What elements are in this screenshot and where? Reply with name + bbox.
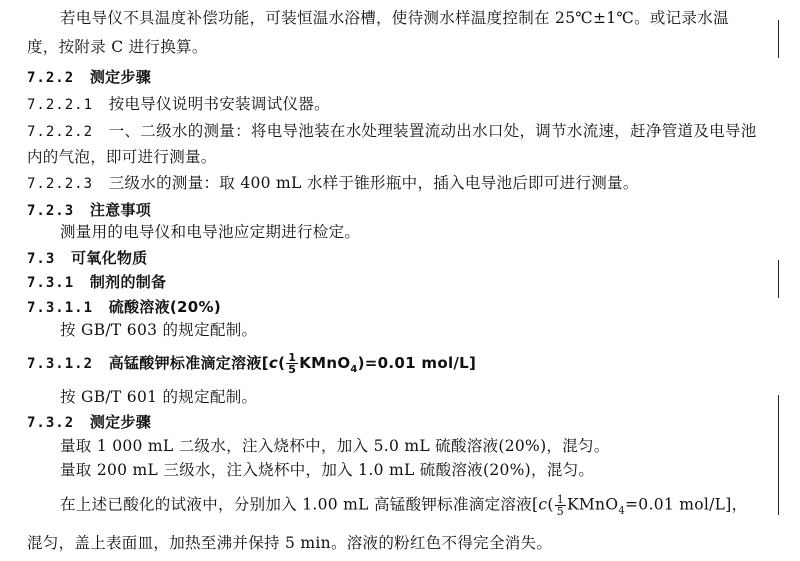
- section-number: 7.2.2: [27, 70, 75, 86]
- section-number: 7.2.3: [27, 203, 75, 219]
- section-heading-7-3-1-1: [27, 297, 221, 318]
- section-title: 硫酸溶液(20%): [108, 298, 222, 316]
- section-title: 可氧化物质: [70, 249, 148, 267]
- clause-text: 按电导仪说明书安装调试仪器。: [108, 95, 330, 113]
- section-number: 7.3.1.1: [27, 300, 94, 316]
- clause-7-2-2-1: [27, 94, 330, 115]
- paragraph-line: 混匀，盖上表面皿，加热至沸并保持 5 min。溶液的粉红色不得完全消失。: [27, 534, 553, 552]
- paragraph-line: 测量用的电导仪和电导池应定期进行检定。: [60, 223, 361, 241]
- section-number: 7.3.1.2: [27, 356, 94, 372]
- section-title: 测定步骤: [89, 413, 152, 431]
- margin-revision-bar: [778, 395, 779, 515]
- clause-number: 7.2.2.2: [27, 124, 94, 140]
- clause-text: 一、二级水的测量：将电导池装在水处理装置流动出水口处，调节水流速，赶净管道及电导池: [108, 122, 757, 140]
- section-heading-7-2-2: [27, 67, 151, 88]
- fraction: $\frac{1}{5}$: [556, 493, 564, 518]
- paragraph-line: 按 GB/T 601 的规定配制。: [60, 388, 258, 406]
- clause-number: 7.2.2.3: [27, 176, 94, 192]
- section-number: 7.3: [27, 251, 56, 267]
- margin-revision-bar: [778, 260, 779, 298]
- clause-7-2-2-3: [27, 173, 639, 194]
- paragraph-line: 若电导仪不具温度补偿功能，可装恒温水浴槽，使待测水样温度控制在 25℃±1℃。或记录水温: [60, 9, 729, 27]
- paragraph-line: 内的气泡，即可进行测量。: [27, 148, 217, 166]
- section-heading-7-3-1: [27, 272, 166, 293]
- paragraph-line: 量取 200 mL 三级水，注入烧杯中，加入 1.0 mL 硫酸溶液(20%)，混匀。: [60, 461, 595, 479]
- margin-revision-bar: [778, 20, 779, 58]
- clause-7-2-2-2: [27, 121, 757, 142]
- paragraph-line: 按 GB/T 603 的规定配制。: [60, 321, 258, 339]
- section-heading-7-3-2: [27, 412, 151, 433]
- section-heading-7-3: [27, 248, 148, 269]
- section-heading-7-3-1-2: [27, 352, 476, 380]
- paragraph-line: 度，按附录 C 进行换算。: [27, 38, 208, 56]
- paragraph-line: 量取 1 000 mL 二级水，注入烧杯中，加入 5.0 mL 硫酸溶液(20%)，混匀。: [60, 437, 610, 455]
- paragraph-line: 在上述已酸化的试液中，分别加入 1.00 mL 高锰酸钾标准滴定溶液[c( $\frac{1}{5}$ KMnO$_4$=0.01 mol/L]，: [60, 493, 748, 518]
- fraction: $\frac{1}{5}$: [288, 351, 297, 376]
- section-title: 测定步骤: [89, 68, 152, 86]
- section-title: 注意事项: [89, 201, 152, 219]
- section-title: 高锰酸钾标准滴定溶液[c( $\frac{1}{5}$ KMnO$_4$)=0.01 mol/L]: [108, 351, 477, 376]
- clause-number: 7.2.2.1: [27, 97, 94, 113]
- clause-text: 三级水的测量：取 400 mL 水样于锥形瓶中，插入电导池后即可进行测量。: [108, 174, 639, 192]
- section-title: 制剂的制备: [89, 273, 167, 291]
- section-number: 7.3.2: [27, 415, 75, 431]
- section-heading-7-2-3: [27, 200, 151, 221]
- section-number: 7.3.1: [27, 275, 75, 291]
